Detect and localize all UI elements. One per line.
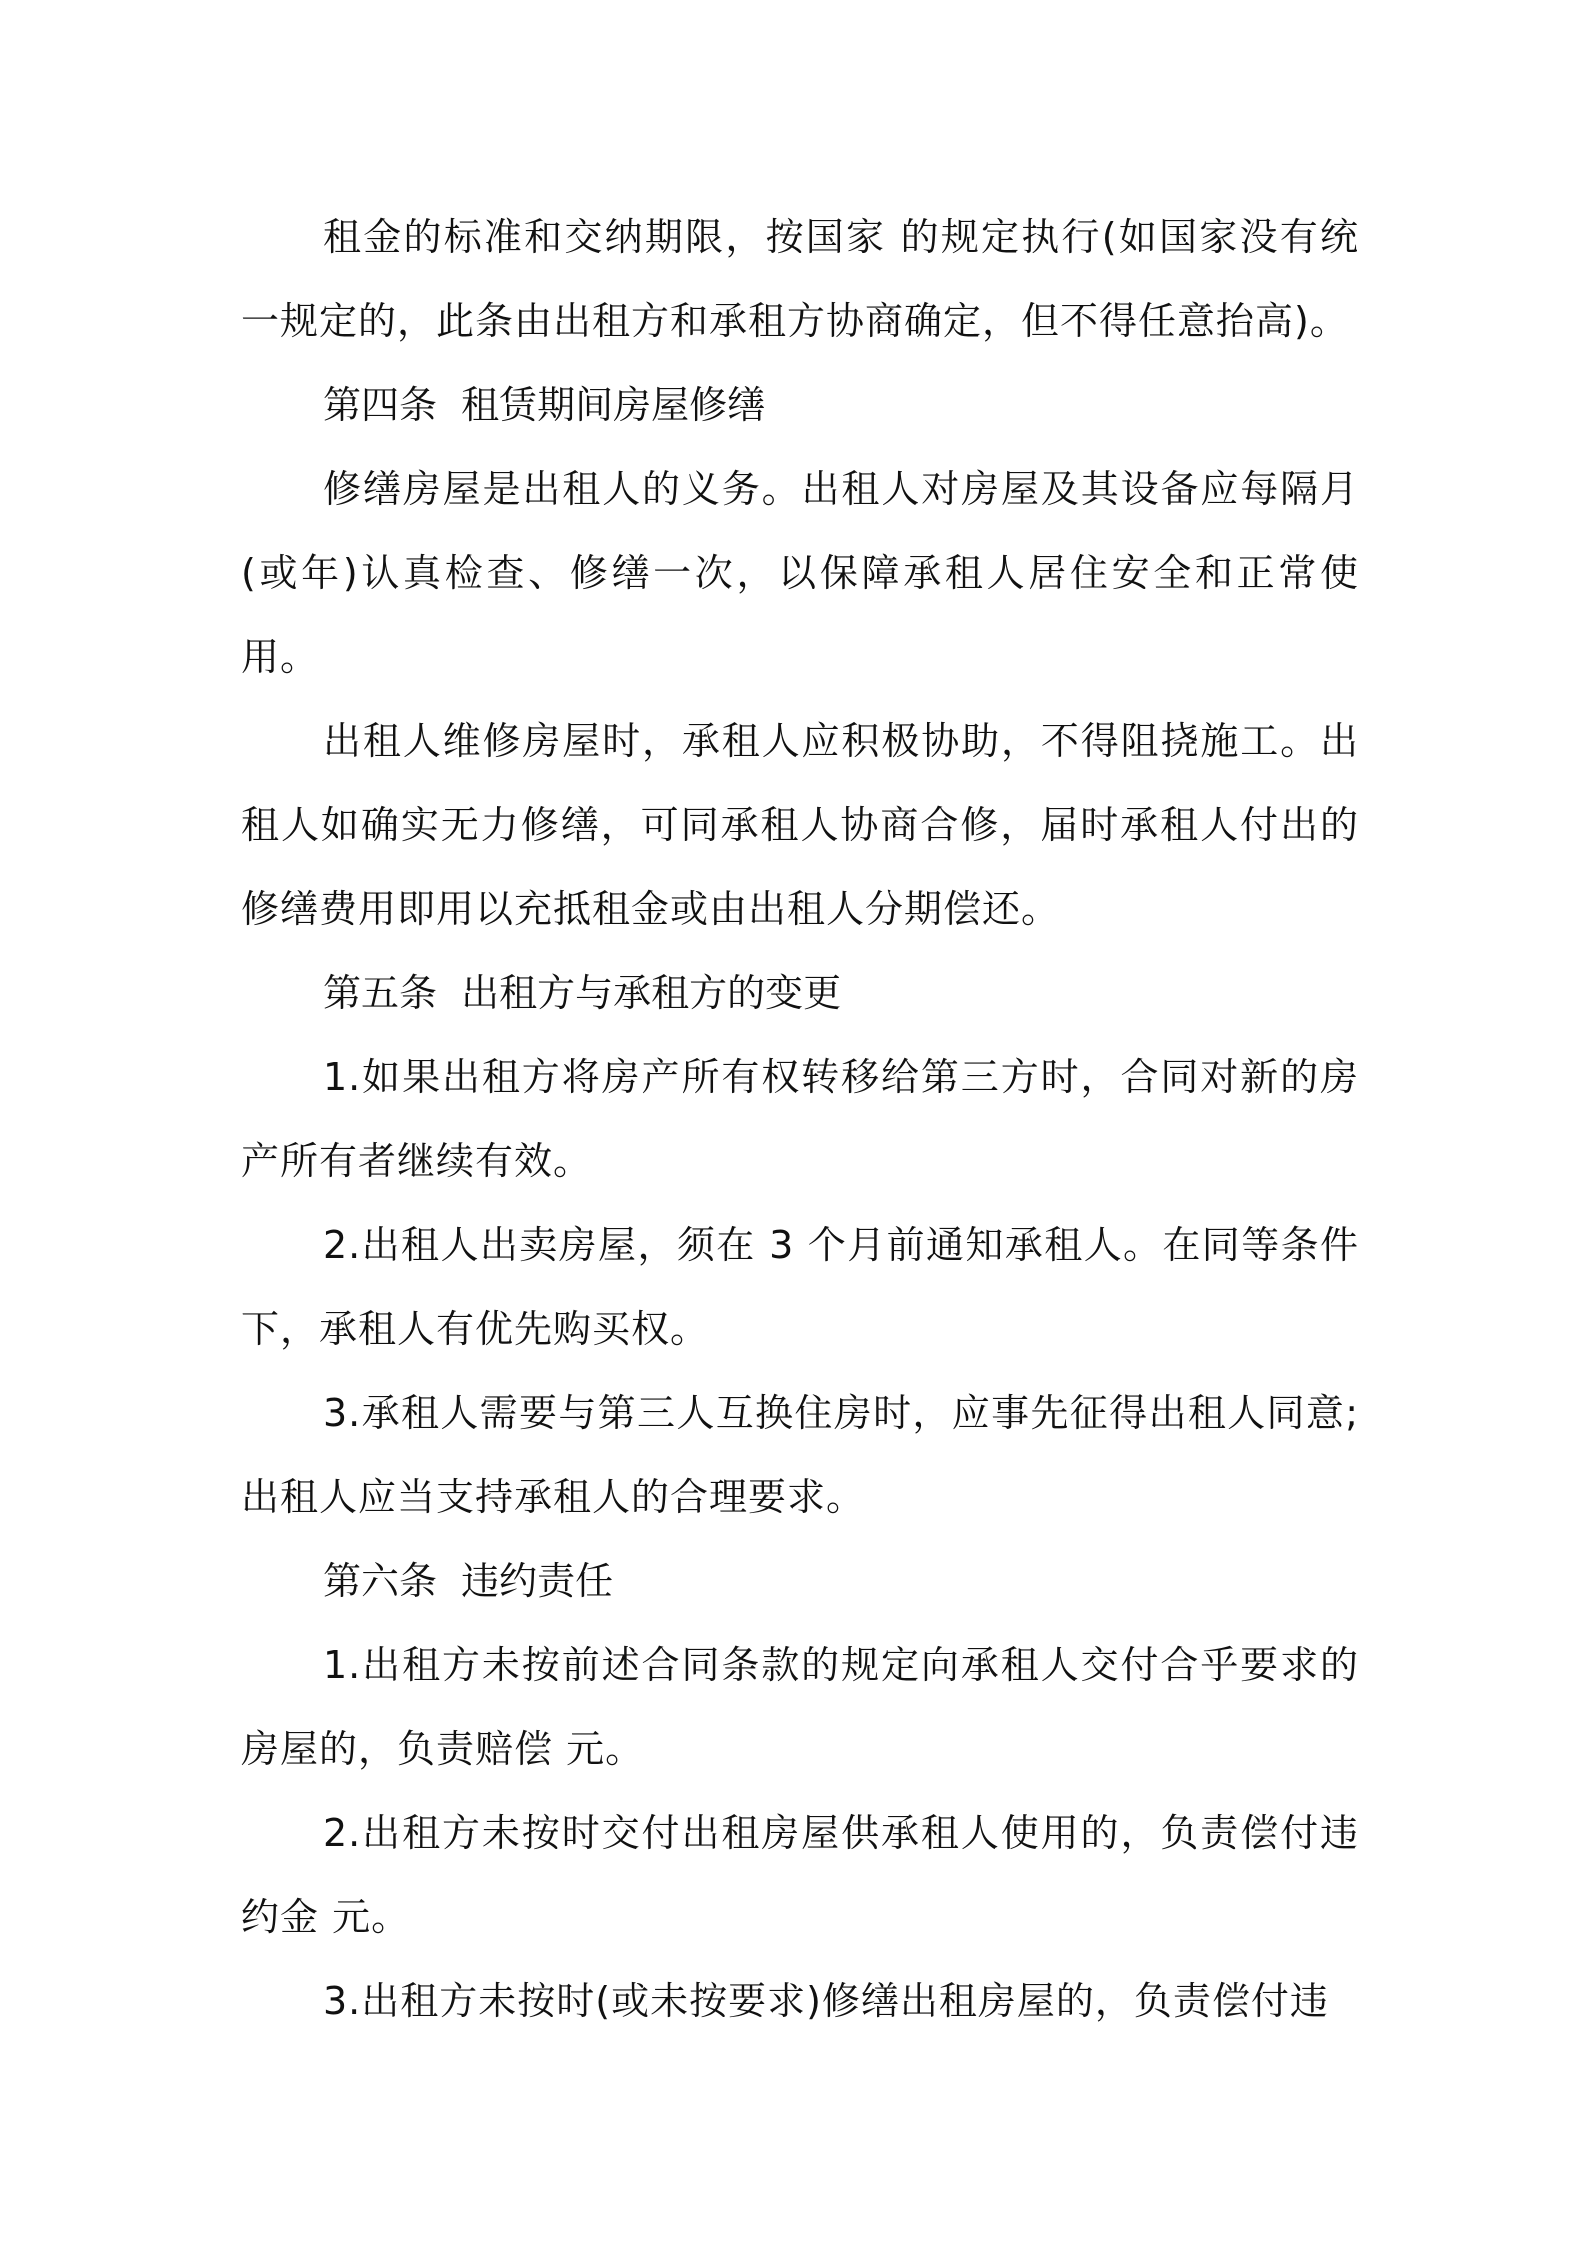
- paragraph-change-2: 2.出租人出卖房屋，须在 3 个月前通知承租人。在同等条件下，承租人有优先购买权。: [241, 1223, 1359, 1351]
- paragraph-repair-cooperation: 出租人维修房屋时，承租人应积极协助，不得阻挠施工。出租人如确实无力修缮，可同承租人协商合修，届时承租人付出的修缮费用即用以充抵租金或由出租人分期偿还。: [241, 719, 1359, 931]
- paragraph-rent-standard: 租金的标准和交纳期限，按国家 的规定执行(如国家没有统一规定的，此条由出租方和承租方协商确定，但不得任意抬高)。: [241, 215, 1359, 343]
- heading-article-6: 第六条 违约责任: [323, 1559, 614, 1603]
- document-body: [241, 195, 1359, 2043]
- paragraph-liability-2: 2.出租方未按时交付出租房屋供承租人使用的，负责偿付违约金 元。: [241, 1811, 1359, 1939]
- paragraph-change-1: 1.如果出租方将房产所有权转移给第三方时，合同对新的房产所有者继续有效。: [241, 1055, 1359, 1183]
- paragraph-liability-1: 1.出租方未按前述合同条款的规定向承租人交付合乎要求的房屋的，负责赔偿 元。: [241, 1643, 1359, 1771]
- paragraph-repair-duty: 修缮房屋是出租人的义务。出租人对房屋及其设备应每隔月(或年)认真检查、修缮一次，以保障承租人居住安全和正常使用。: [241, 467, 1359, 679]
- heading-article-5: 第五条 出租方与承租方的变更: [323, 971, 842, 1015]
- paragraph-change-3: 3.承租人需要与第三人互换住房时，应事先征得出租人同意;出租人应当支持承租人的合理要求。: [241, 1391, 1359, 1519]
- heading-article-4: 第四条 租赁期间房屋修缮: [323, 383, 766, 427]
- paragraph-liability-3: 3.出租方未按时(或未按要求)修缮出租房屋的，负责偿付违: [323, 1979, 1329, 2023]
